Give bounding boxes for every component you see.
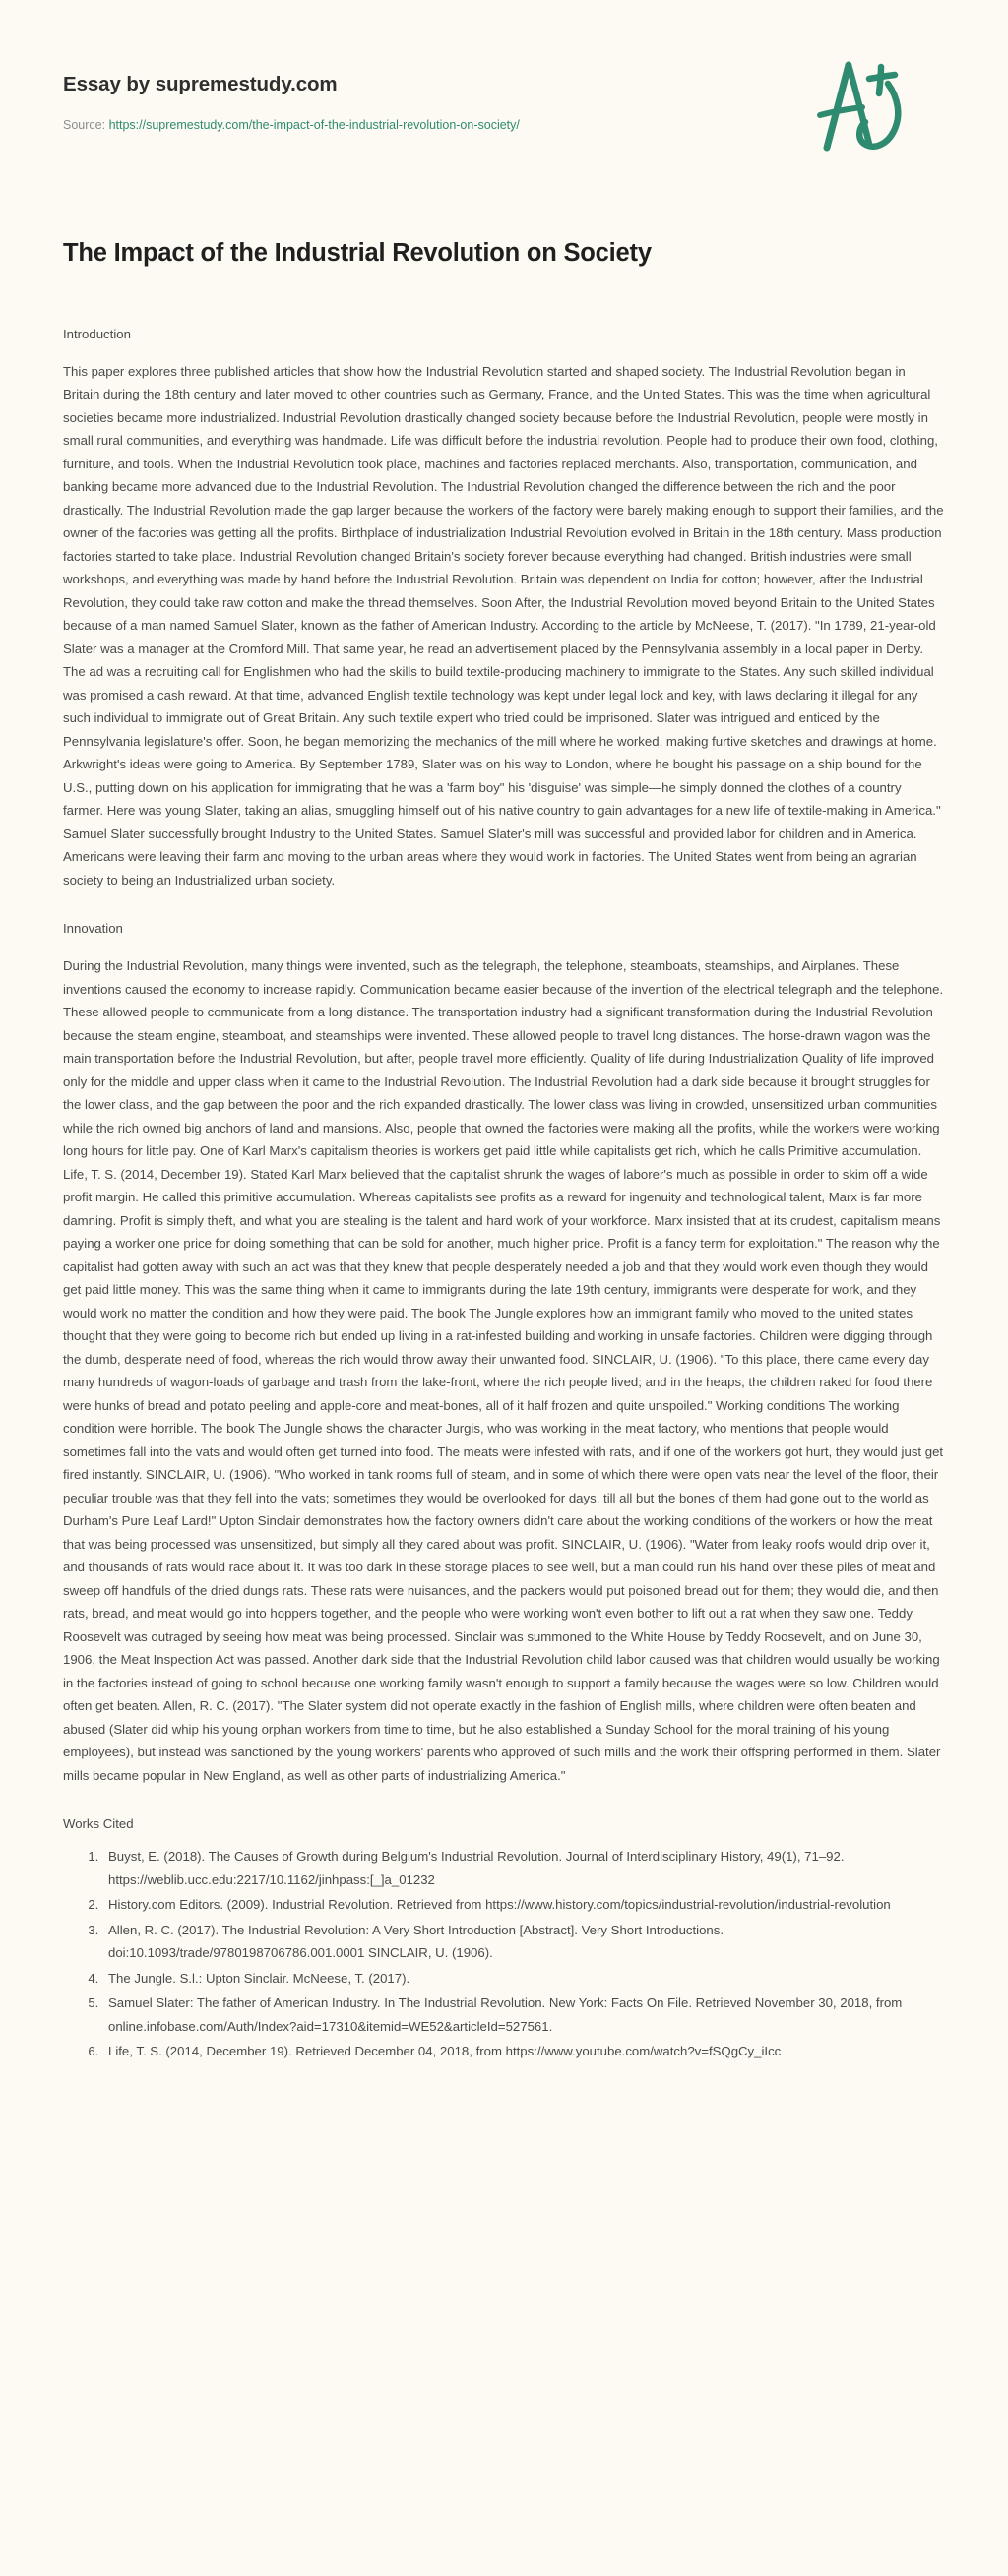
works-cited-heading: Works Cited [63, 1816, 134, 1832]
works-cited-list [63, 1845, 945, 2063]
section-heading-innovation: Innovation [63, 921, 123, 937]
works-cited-item: 3. Allen, R. C. (2017). The Industrial Revolution: A Very Short Introduction [Abstract]. Very Short Introductions. doi:10.1093/trade/9780198706786.001.0001 SINCLAIR, U. (1906). [102, 1919, 945, 1965]
works-cited-item: 4. The Jungle. S.l.: Upton Sinclair. McNeese, T. (2017). [102, 1967, 945, 1991]
header-brand-block [63, 59, 520, 132]
section-paragraph-introduction: This paper explores three published articles that show how the Industrial Revolution started and shaped society. The Industrial Revolution began in Britain during the 18th century and later moved to other countries such as Germany, France, and the United States. This was the time when agricultural societies became more industrialized. Industrial Revolution drastically changed society because before the Industrial Revolution, people were mostly in small rural communities, and everything was handmade. Life was difficult before the industrial revolution. People had to produce their own food, clothing, furniture, and tools. When the Industrial Revolution took place, machines and factories replaced merchants. Also, transportation, communication, and banking became more advanced due to the Industrial Revolution. The Industrial Revolution changed the difference between the rich and the poor drastically. The Industrial Revolution made the gap larger because the workers of the factory were barely making enough to support their families, and the owner of the factories was getting all the profits. Birthplace of industrialization Industrial Revolution evolved in Britain in the 18th century. Mass production factories started to take place. Industrial Revolution changed Britain's society forever because everything had changed. British industries were small workshops, and everything was made by hand before the Industrial Revolution. Britain was dependent on India for cotton; however, after the Industrial Revolution, they could take raw cotton and make the thread themselves. Soon After, the Industrial Revolution moved beyond Britain to the United States because of a man named Samuel Slater, known as the father of American Industry. According to the article by McNeese, T. (2017). "In 1789, 21-year-old Slater was a manager at the Cromford Mill. That same year, he read an advertisement placed by the Pennsylvania assembly in a local paper in Derby. The ad was a recruiting call for Englishmen who had the skills to build textile-producing machinery to immigrate to the States. Any such skilled individual was promised a cash reward. At that time, advanced English textile technology was kept under legal lock and key, with laws declaring it illegal for any such individual to immigrate out of Great Britain. Any such textile expert who tried could be imprisoned. Slater was intrigued and enticed by the Pennsylvania legislature's offer. Soon, he began memorizing the mechanics of the mill where he worked, making furtive sketches and drawings at home. Arkwright's ideas were going to America. By September 1789, Slater was on his way to London, where he bought his passage on a ship bound for the U.S., putting down on his application for immigrating that he was a 'farm boy" his 'disguise' was simple—he simply donned the clothes of a country farmer. Here was young Slater, taking an alias, smuggling himself out of his native country to gain advantages for a new life of textile-making in America." Samuel Slater successfully brought Industry to the United States. Samuel Slater's mill was successful and provided labor for children and in America. Americans were leaving their farm and moving to the urban areas where they would work in factories. The United States went from being an agrarian society to being an Industrialized urban society. [63, 363, 944, 888]
works-cited-item: 1. Buyst, E. (2018). The Causes of Growth during Belgium's Industrial Revolution. Journal of Interdisciplinary History, 49(1), 71–92. https://weblib.ucc.edu:2217/10.1162/jinhpass:[_]a_01232 [102, 1845, 945, 1891]
page-title: The Impact of the Industrial Revolution on Society [63, 239, 652, 267]
section-heading-introduction: Introduction [63, 326, 131, 341]
source-label: Source: [63, 118, 106, 132]
a-plus-logo-icon [813, 53, 908, 161]
source-line [63, 118, 520, 132]
works-cited-item: 2. History.com Editors. (2009). Industrial Revolution. Retrieved from https://www.history.com/topics/industrial-revolution/industrial-revolution [102, 1893, 945, 1917]
document-body [63, 270, 945, 2063]
works-cited-item: 5. Samuel Slater: The father of American Industry. In The Industrial Revolution. New York: Facts On File. Retrieved November 30, 2018, from online.infobase.com/Auth/Index?aid=17310&itemid=WE52&articleId=527561. [102, 1992, 945, 2038]
site-brand-title: Essay by supremestudy.com [63, 73, 338, 95]
page-header [0, 0, 1008, 161]
source-url-link[interactable]: https://supremestudy.com/the-impact-of-the-industrial-revolution-on-society/ [108, 118, 520, 132]
works-cited-item: 6. Life, T. S. (2014, December 19). Retrieved December 04, 2018, from https://www.youtube.com/watch?v=fSQgCy_iIcc [102, 2040, 945, 2063]
section-paragraph-innovation: During the Industrial Revolution, many things were invented, such as the telegraph, the telephone, steamboats, steamships, and Airplanes. These inventions caused the economy to increase rapidly. Communication became easier because of the invention of the electrical telegraph and the telephone. These allowed people to communicate from a long distance. The transportation industry had a significant transformation during the Industrial Revolution because the steam engine, steamboat, and steamships were invented. These allowed people to travel long distances. The horse-drawn wagon was the main transportation before the Industrial Revolution, but after, people travel more efficiently. Quality of life during Industrialization Quality of life improved only for the middle and upper class when it came to the Industrial Revolution. The Industrial Revolution had a dark side because it brought struggles for the lower class, and the gap between the poor and the rich expanded drastically. The lower class was living in crowded, unsensitized urban communities while the rich owned big anchors of land and mansions. Also, people that owned the factories were making all the profits, while the workers were working long hours for little pay. One of Karl Marx's capitalism theories is workers get paid little while capitalists get rich, which he calls Primitive accumulation. Life, T. S. (2014, December 19). Stated Karl Marx believed that the capitalist shrunk the wages of laborer's much as possible in order to skim off a wide profit margin. He called this primitive accumulation. Whereas capitalists see profits as a reward for ingenuity and technological talent, Marx is far more damning. Profit is simply theft, and what you are stealing is the talent and hard work of your workforce. Marx insisted that at its crudest, capitalism means paying a worker one price for doing something that can be sold for another, much higher price. Profit is a fancy term for exploitation." The reason why the capitalist had gotten away with such an act was that they knew that people desperately needed a job and that they would work even though they would get paid little money. This was the same thing when it came to immigrants during the late 19th century, immigrants were desperate for work, and they would work no matter the condition and how they were paid. The book The Jungle explores how an immigrant family who moved to the united states thought that they were going to become rich but ended up living in a rat-infested building and working in unsafe factories. Children were digging through the dumb, desperate need of food, whereas the rich would throw away their unwanted food. SINCLAIR, U. (1906). "To this place, there came every day many hundreds of wagon-loads of garbage and trash from the lake-front, where the rich people lived; and in the heaps, the children raked for food there were hunks of bread and potato peeling and apple-core and meat-bones, all of it half frozen and quite unspoiled." Working conditions The working condition were horrible. The book The Jungle shows the character Jurgis, who was working in the meat factory, who mentions that people would sometimes fall into the vats and would often get turned into food. The meats were infested with rats, and if one of the workers got hurt, they would just get fired instantly. SINCLAIR, U. (1906). "Who worked in tank rooms full of steam, and in some of which there were open vats near the level of the floor, their peculiar trouble was that they fell into the vats; sometimes they would be overlooked for days, till all but the bones of them had gone out to the world as Durham's Pure Leaf Lard!" Upton Sinclair demonstrates how the factory owners didn't care about the working conditions of the workers or how the meat that was being processed was unsensitized, but simply all they cared about was profit. SINCLAIR, U. (1906). "Water from leaky roofs would drip over it, and thousands of rats would race about it. It was too dark in these storage places to see well, but a man could run his hand over these piles of meat and sweep off handfuls of the dried dungs rats. These rats were nuisances, and the packers would put poisoned bread out for them; they would die, and then rats, bread, and meat would go into hoppers together, and the people who were working won't even bother to lift out a rat when they saw one. Teddy Roosevelt was outraged by seeing how meat was being processed. Sinclair was summoned to the White House by Teddy Roosevelt, and on June 30, 1906, the Meat Inspection Act was passed. Another dark side that the Industrial Revolution child labor caused was that children would usually be working in the factories instead of going to school because one working family wasn't enough to support a family because the wages were so low. Children would often get beaten. Allen, R. C. (2017). "The Slater system did not operate exactly in the fashion of English mills, where children were often beaten and abused (Slater did whip his young orphan workers from time to time, but he also established a Sunday School for the moral training of his young employees), but instead was sanctioned by the young workers' parents who approved of such mills and the work their offspring performed in them. Slater mills became popular in New England, as well as other parts of industrializing America." [63, 958, 944, 1783]
